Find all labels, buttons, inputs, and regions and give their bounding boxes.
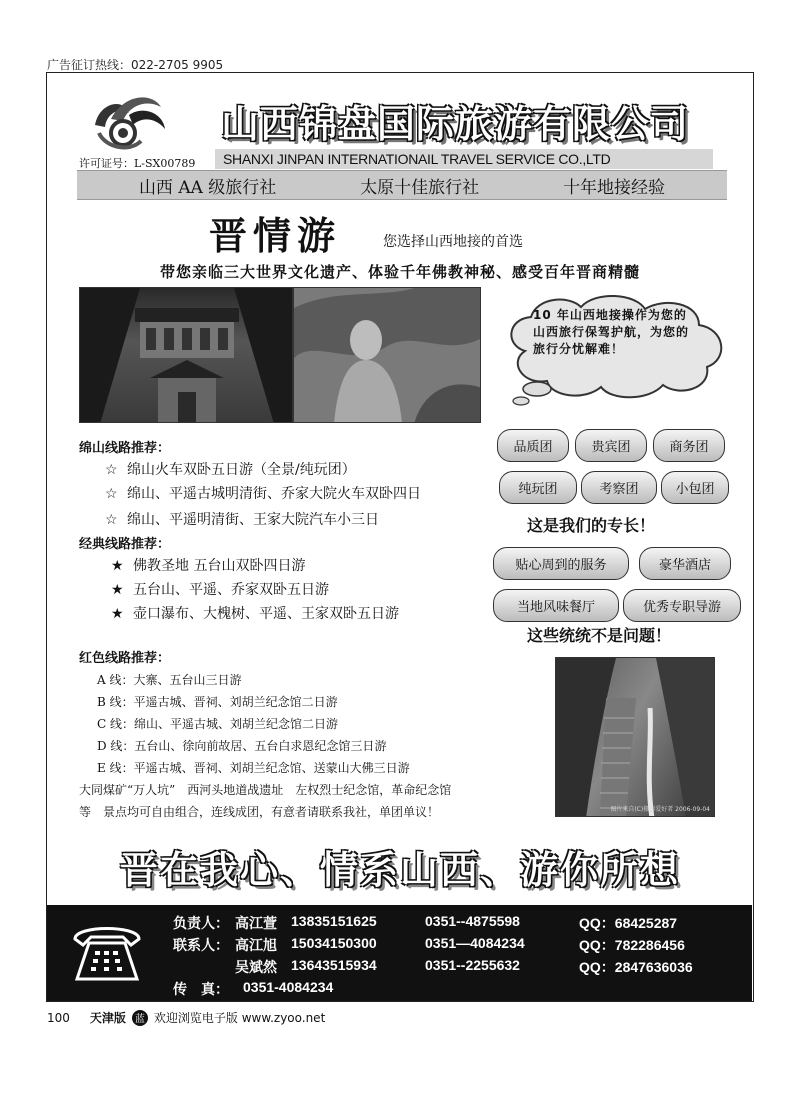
star-outline-icon: ☆ (105, 462, 118, 478)
telephone-icon (67, 919, 147, 985)
route-item: ★ 佛教圣地 五台山双卧四日游 (111, 558, 306, 574)
page-footer (47, 1009, 325, 1026)
route-item: A 线：大寨、五台山三日游 (97, 673, 242, 687)
tagline-item: 山西 AA 级旅行社 (138, 177, 277, 198)
classic-routes-title: 经典线路推荐： (79, 537, 171, 552)
specialty-slogan: 这是我们的专长！ (527, 516, 656, 535)
brand-title: 晋情游 (209, 213, 342, 258)
photo-caption: 图片来自(C)摄影爱好者 2006-09-04 (610, 806, 710, 813)
group-type-tag: 小包团 (661, 471, 729, 504)
advertisement (46, 72, 754, 1002)
buddha-photo (293, 287, 481, 423)
main-slogan: 晋在我心、情系山西、游你所想 (119, 848, 680, 892)
service-tag: 当地风味餐厅 (493, 589, 619, 622)
contact-panel (47, 905, 752, 1001)
ad-hotline: 广告征订热线：022-2705 9905 (47, 58, 224, 72)
tagline-item: 十年地接经验 (563, 177, 666, 198)
service-tag: 优秀专职导游 (623, 589, 741, 622)
route-item: ☆ 绵山、平遥明清街、王家大院汽车小三日 (105, 512, 379, 528)
company-name-en: SHANXI JINPAN INTERNATIONAIL TRAVEL SERVICE CO.,LTD (215, 149, 713, 169)
tel-number: 0351—4084234 (425, 935, 525, 951)
qq-number: QQ：68425287 (579, 915, 678, 931)
star-filled-icon: ★ (111, 606, 124, 622)
fax-label: 传 真： (173, 981, 229, 997)
edition-label: 天津版 (89, 1011, 126, 1025)
tel-number: 0351--2255632 (425, 957, 520, 973)
route-item: D 线：五台山、徐向前故居、五台白求恩纪念馆三日游 (97, 739, 387, 753)
temple-photo (79, 287, 293, 423)
star-filled-icon: ★ (111, 582, 124, 598)
group-type-tag: 考察团 (581, 471, 657, 504)
tagline-bar (77, 170, 727, 200)
welcome-text[interactable]: 欢迎浏览电子版 www.zyoo.net (153, 1011, 326, 1025)
route-item: E 线：平遥古城、晋祠、刘胡兰纪念馆、送蒙山大佛三日游 (97, 761, 410, 775)
qq-number: QQ：782286456 (579, 937, 685, 953)
route-item: B 线：平遥古城、晋祠、刘胡兰纪念馆二日游 (97, 695, 338, 709)
cliff-stairs-photo (555, 657, 715, 817)
route-item: ☆ 绵山、平遥古城明清街、乔家大院火车双卧四日 (105, 486, 421, 502)
contact-name: 高江萱 (235, 915, 277, 931)
route-note: 大同煤矿“万人坑” 西河头地道战遗址 左权烈士纪念馆，革命纪念馆 (79, 783, 452, 797)
group-type-tag: 商务团 (653, 429, 725, 462)
route-item: ☆ 绵山火车双卧五日游（全景/纯玩团） (105, 462, 356, 478)
company-name-cn: 山西锦盘国际旅游有限公司 (221, 102, 690, 146)
route-note: 等 景点均可自由组合，连线成团，有意者请联系我社，单团单议！ (79, 805, 440, 819)
headline: 带您亲临三大世界文化遗产、体验千年佛教神秘、感受百年晋商精髓 (159, 263, 640, 281)
mianshan-routes-title: 绵山线路推荐： (79, 441, 171, 456)
mobile-number: 15034150300 (291, 935, 377, 951)
tagline-item: 太原十佳旅行社 (360, 177, 480, 198)
star-filled-icon: ★ (111, 558, 124, 574)
service-tag: 贴心周到的服务 (493, 547, 629, 580)
route-item: ★ 五台山、平遥、乔家双卧五日游 (111, 582, 329, 598)
contact-name: 高江旭 (235, 937, 277, 953)
page-number: 100 (47, 1010, 70, 1025)
brand-subtitle: 您选择山西地接的首选 (383, 234, 523, 250)
group-type-tag: 贵宾团 (575, 429, 647, 462)
service-slogan: 这些统统不是问题！ (527, 626, 672, 645)
mobile-number: 13835151625 (291, 913, 377, 929)
tel-number: 0351--4875598 (425, 913, 520, 929)
fax-number: 0351-4084234 (243, 979, 334, 995)
company-logo (89, 85, 169, 155)
route-item: C 线：绵山、平遥古城、刘胡兰纪念馆二日游 (97, 717, 338, 731)
route-item: ★ 壶口瀑布、大槐树、平遥、王家双卧五日游 (111, 606, 399, 622)
service-tag: 豪华酒店 (639, 547, 731, 580)
contact-name: 吴斌然 (235, 959, 277, 975)
mobile-number: 13643515934 (291, 957, 377, 973)
star-outline-icon: ☆ (105, 512, 118, 528)
red-routes-title: 红色线路推荐： (79, 651, 171, 666)
qq-number: QQ：2847636036 (579, 959, 693, 975)
license-number: 许可证号：L-SX00789 (79, 157, 196, 170)
bubble-text: 10 年山西地接操作为您的山西旅行保驾护航，为您的旅行分忧解难！ (533, 308, 690, 356)
group-type-tag: 品质团 (497, 429, 569, 462)
edition-badge-icon: 蓝 (132, 1010, 148, 1026)
contacts-label: 联系人： (173, 937, 229, 953)
star-outline-icon: ☆ (105, 486, 118, 502)
manager-label: 负责人： (173, 915, 229, 931)
group-type-tag: 纯玩团 (499, 471, 577, 504)
